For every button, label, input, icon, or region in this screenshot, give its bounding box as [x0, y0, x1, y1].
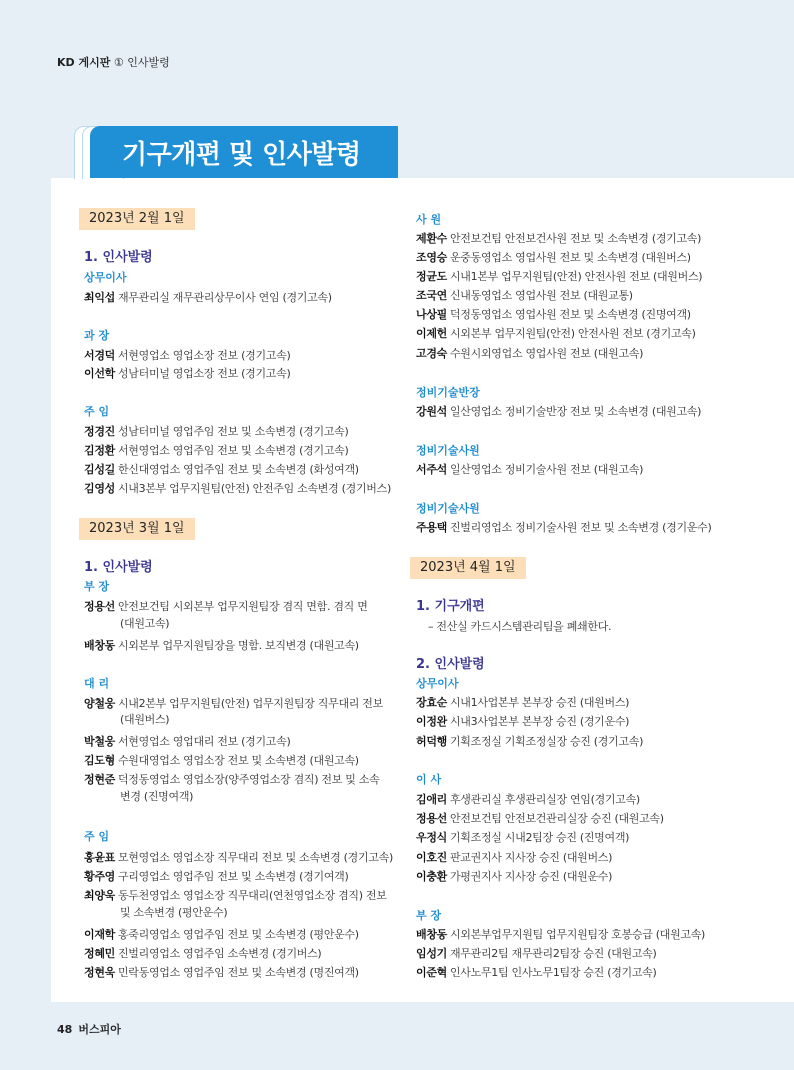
person-name: 정균도: [416, 270, 447, 283]
entry-text: 기획조정실 기획조정실장 승진 (경기고속): [449, 735, 644, 748]
entry-continuation: (대원버스): [120, 713, 170, 726]
entry-text: 진벌리영업소 영업주임 소속변경 (경기버스): [117, 947, 322, 960]
person-name: 우정식: [416, 831, 447, 844]
appointment-entry: [416, 461, 643, 477]
position-heading: 사 원: [416, 213, 442, 226]
entry-text: 덕정동영업소 영업사원 전보 및 소속변경 (진명여객): [449, 308, 691, 321]
position-heading: 정비기술사원: [416, 444, 480, 457]
person-name: 제환수: [416, 232, 447, 245]
person-name: 정용선: [84, 600, 115, 613]
entry-text: 민락동영업소 영업주임 전보 및 소속변경 (명진여객): [117, 966, 359, 979]
person-name: 최양욱: [84, 889, 115, 902]
appointment-entry: [84, 964, 359, 980]
person-name: 황주영: [84, 870, 115, 883]
entry-text: 안전보건팀 시외본부 업무지원팀장 겸직 면함. 겸직 면: [117, 600, 368, 613]
person-name: 이호진: [416, 851, 447, 864]
person-name: 김성길: [84, 463, 115, 476]
person-name: 허덕행: [416, 735, 447, 748]
person-name: 주용택: [416, 521, 447, 534]
person-name: 정경진: [84, 425, 115, 438]
entry-text: 모현영업소 영업소장 직무대리 전보 및 소속변경 (경기고속): [117, 851, 393, 864]
person-name: 박철웅: [84, 735, 115, 748]
appointment-entry: [416, 791, 640, 807]
position-heading: 부 장: [416, 909, 442, 922]
person-name: 서경덕: [84, 349, 115, 362]
entry-text: 수원대영업소 영업소장 전보 및 소속변경 (대원고속): [117, 754, 359, 767]
person-name: 이정완: [416, 715, 447, 728]
person-name: 이제헌: [416, 327, 447, 340]
person-name: 김도형: [84, 754, 115, 767]
header-section: KD 게시판: [57, 56, 111, 69]
appointment-entry: [416, 733, 643, 749]
position-heading: 주 임: [84, 405, 110, 418]
person-name: 나상필: [416, 308, 447, 321]
entry-text: 운중동영업소 영업사원 전보 및 소속변경 (대원버스): [449, 251, 691, 264]
entry-text: 시내1사업본부 본부장 승진 (대원버스): [449, 696, 630, 709]
appointment-entry: [84, 461, 359, 477]
appointment-entry: [416, 926, 705, 942]
appointment-entry: [416, 403, 701, 419]
entry-text: 후생관리실 후생관리실장 연임(경기고속): [449, 793, 640, 806]
position-heading: 대 리: [84, 677, 110, 690]
entry-text: 일산영업소 정비기술반장 전보 및 소속변경 (대원고속): [449, 405, 702, 418]
section-heading: 1. 인사발령: [84, 250, 153, 265]
header-title: 인사발령: [127, 56, 170, 69]
entry-text: 가평권지사 지사장 승진 (대원운수): [449, 870, 613, 883]
entry-text: 수원시외영업소 영업사원 전보 (대원고속): [449, 347, 644, 360]
appointment-entry: [84, 945, 321, 961]
appointment-entry: [84, 347, 290, 363]
entry-text: 진벌리영업소 정비기술사원 전보 및 소속변경 (경기운수): [449, 521, 712, 534]
person-name: 배창동: [84, 639, 115, 652]
person-name: 이재학: [84, 928, 115, 941]
entry-text: 한신대영업소 영업주임 전보 및 소속변경 (화성여객): [117, 463, 359, 476]
appointment-entry: [416, 306, 691, 322]
date-badge: 2023년 2월 1일: [79, 208, 195, 230]
appointment-entry: [84, 733, 290, 749]
position-heading: 상무이사: [416, 677, 459, 690]
appointment-entry: [84, 695, 383, 711]
entry-text: 서현영업소 영업대리 전보 (경기고속): [117, 735, 291, 748]
appointment-entry: [84, 849, 393, 865]
entry-text: 재무관리실 재무관리상무이사 연임 (경기고속): [117, 291, 332, 304]
entry-text: 시내1본부 업무지원팀(안전) 안전사원 전보 (대원버스): [449, 270, 703, 283]
entry-text: 인사노무1팀 인사노무1팀장 승진 (경기고속): [449, 966, 657, 979]
entry-text: 안전보건팀 안전보건관리실장 승진 (대원고속): [449, 812, 664, 825]
person-name: 서주석: [416, 463, 447, 476]
appointment-entry: [84, 868, 348, 884]
appointment-entry: [84, 598, 368, 614]
entry-text: 판교권지사 지사장 승진 (대원버스): [449, 851, 613, 864]
appointment-entry: [416, 945, 657, 961]
person-name: 정용선: [416, 812, 447, 825]
person-name: 고경숙: [416, 347, 447, 360]
entry-text: 서현영업소 영업소장 전보 (경기고속): [117, 349, 291, 362]
entry-continuation: 및 소속변경 (평안운수): [120, 906, 228, 919]
person-name: 임성기: [416, 947, 447, 960]
appointment-entry: [416, 849, 612, 865]
entry-text: 성남터미널 영업주임 전보 및 소속변경 (경기고속): [117, 425, 349, 438]
entry-text: 신내동영업소 영업사원 전보 (대원교통): [449, 289, 633, 302]
entry-text: 구리영업소 영업주임 전보 및 소속변경 (경기여객): [117, 870, 349, 883]
appointment-entry: [416, 868, 612, 884]
entry-text: 동두천영업소 영업소장 직무대리(연천영업소장 겸직) 전보: [117, 889, 387, 902]
appointment-entry: [416, 829, 629, 845]
entry-text: 안전보건팀 안전보건사원 전보 및 소속변경 (경기고속): [449, 232, 702, 245]
appointment-entry: [416, 964, 657, 980]
person-name: 정혜민: [84, 947, 115, 960]
appointment-entry: [84, 887, 387, 903]
appointment-entry: [84, 365, 290, 381]
entry-text: 시내3본부 업무지원팀(안전) 안전주임 소속변경 (경기버스): [117, 482, 391, 495]
person-name: 배창동: [416, 928, 447, 941]
position-heading: 정비기술사원: [416, 502, 480, 515]
running-header: [57, 54, 170, 70]
person-name: 조국연: [416, 289, 447, 302]
position-heading: 상무이사: [84, 271, 127, 284]
appointment-entry: [84, 926, 359, 942]
reorg-item: – 전산실 카드시스템관리팀을 폐쇄한다.: [428, 620, 612, 633]
person-name: 이준혁: [416, 966, 447, 979]
entry-text: 성남터미널 영업소장 전보 (경기고속): [117, 367, 291, 380]
person-name: 홍윤표: [84, 851, 115, 864]
entry-continuation: (대원고속): [120, 617, 170, 630]
entry-text: 홍죽리영업소 영업주임 전보 및 소속변경 (평안운수): [117, 928, 359, 941]
entry-text: 시외본부 업무지원팀장을 명함. 보직변경 (대원고속): [117, 639, 359, 652]
entry-text: 시내3사업본부 본부장 승진 (경기운수): [449, 715, 630, 728]
person-name: 조영승: [416, 251, 447, 264]
appointment-entry: [416, 713, 629, 729]
person-name: 김정환: [84, 444, 115, 457]
position-heading: 주 임: [84, 830, 110, 843]
person-name: 김영성: [84, 482, 115, 495]
appointment-entry: [416, 268, 702, 284]
entry-continuation: 변경 (진명여객): [120, 790, 194, 803]
appointment-entry: [84, 480, 391, 496]
appointment-entry: [84, 442, 348, 458]
entry-text: 시외본부업무지원팀 업무지원팀장 호봉승급 (대원고속): [449, 928, 706, 941]
person-name: 양철웅: [84, 697, 115, 710]
appointment-entry: [416, 287, 633, 303]
appointment-entry: [84, 771, 379, 787]
page-footer: [57, 1021, 121, 1037]
entry-text: 시내2본부 업무지원팀(안전) 업무지원팀장 직무대리 전보: [117, 697, 383, 710]
appointment-entry: [416, 519, 711, 535]
person-name: 정현욱: [84, 966, 115, 979]
person-name: 최익섭: [84, 291, 115, 304]
entry-text: 기획조정실 시내2팀장 승진 (진명여객): [449, 831, 630, 844]
person-name: 이선학: [84, 367, 115, 380]
person-name: 이충환: [416, 870, 447, 883]
appointment-entry: [416, 810, 664, 826]
page-number: 48: [57, 1023, 73, 1036]
appointment-entry: [416, 345, 643, 361]
header-number: ①: [113, 56, 124, 69]
date-badge: 2023년 4월 1일: [410, 557, 526, 579]
appointment-entry: [84, 752, 359, 768]
page-title: 기구개편 및 인사발령: [122, 140, 361, 170]
entry-text: 서현영업소 영업주임 전보 및 소속변경 (경기고속): [117, 444, 349, 457]
appointment-entry: [416, 325, 696, 341]
entry-text: 일산영업소 정비기술사원 전보 (대원고속): [449, 463, 644, 476]
entry-text: 덕정동영업소 영업소장(양주영업소장 겸직) 전보 및 소속: [117, 773, 380, 786]
entry-text: 시외본부 업무지원팀(안전) 안전사원 전보 (경기고속): [449, 327, 696, 340]
magazine-name: 버스피아: [78, 1023, 121, 1036]
appointment-entry: [84, 637, 359, 653]
date-badge: 2023년 3월 1일: [79, 518, 195, 540]
appointment-entry: [84, 289, 332, 305]
position-heading: 정비기술반장: [416, 386, 480, 399]
entry-text: 재무관리2팀 재무관리2팀장 승진 (대원고속): [449, 947, 657, 960]
appointment-entry: [416, 249, 691, 265]
person-name: 정현준: [84, 773, 115, 786]
person-name: 김애리: [416, 793, 447, 806]
section-heading: 1. 인사발령: [84, 560, 153, 575]
appointment-entry: [84, 423, 348, 439]
person-name: 장효순: [416, 696, 447, 709]
section-heading: 2. 인사발령: [416, 657, 485, 672]
position-heading: 부 장: [84, 580, 110, 593]
section-heading: 1. 기구개편: [416, 599, 485, 614]
person-name: 강원석: [416, 405, 447, 418]
appointment-entry: [416, 694, 629, 710]
position-heading: 이 사: [416, 773, 442, 786]
position-heading: 과 장: [84, 329, 110, 342]
appointment-entry: [416, 230, 701, 246]
